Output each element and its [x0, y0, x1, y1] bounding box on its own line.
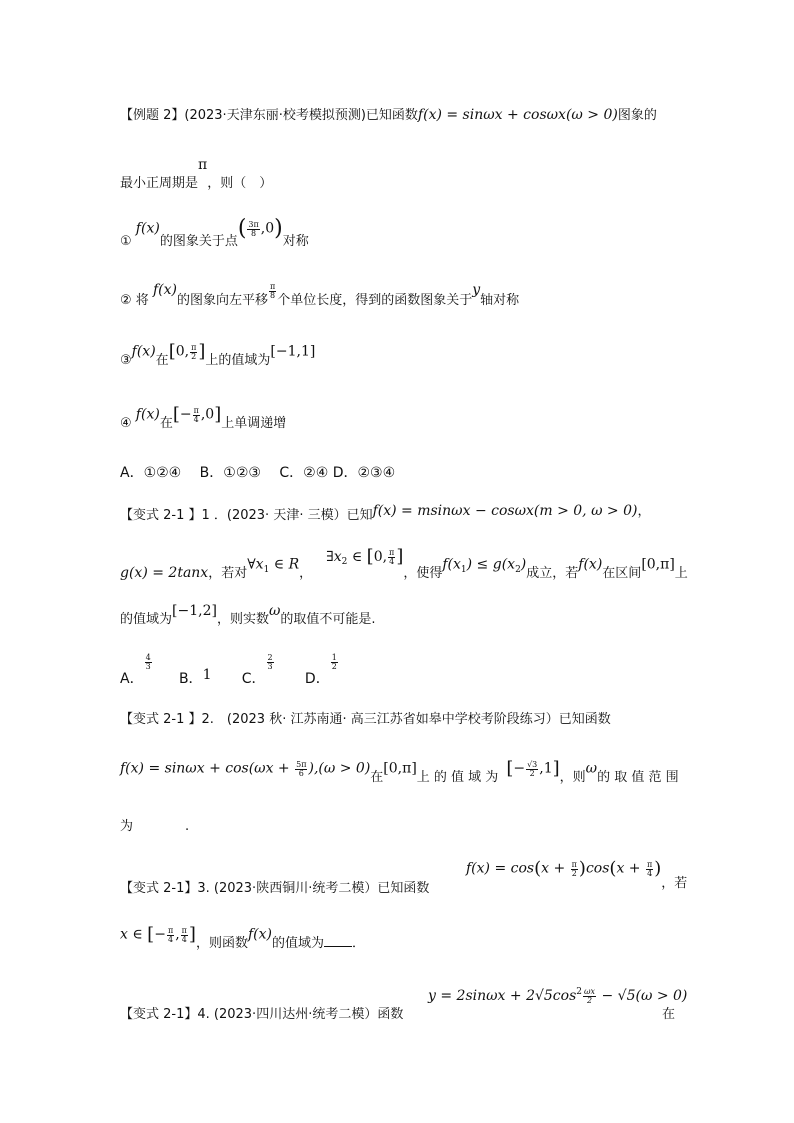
- interval-den: 2: [191, 351, 197, 361]
- variant-3-formula-line: [466, 858, 688, 891]
- option-4: [120, 404, 287, 431]
- ineq-mid: ) ≤ g(x: [466, 556, 516, 573]
- paren-open: (: [237, 216, 247, 241]
- variant-2-t1: 上 的 值 域 为: [416, 769, 499, 785]
- example-formula: f(x) = sinωx + cosωx(ω > 0): [417, 107, 618, 123]
- choice-c-den: 3: [267, 662, 273, 671]
- forall-x: ∀x: [247, 556, 264, 573]
- choice-c-letter: C．: [241, 671, 266, 687]
- variant-1-line2: [120, 546, 688, 581]
- choice-d-fraction: [331, 654, 338, 671]
- example-tail: 图象的: [617, 108, 657, 123]
- example-line2-a: 最小正周期是: [120, 176, 199, 191]
- variant-1-interval2: [0,π]: [641, 556, 675, 573]
- example-line2-b: ，则（ ）: [207, 176, 273, 191]
- frac2-den: 4: [647, 868, 653, 878]
- choices-2: [120, 653, 339, 687]
- variant-1-line3-c: 的取值不可能是.: [280, 612, 376, 627]
- variant-3-line1: [120, 882, 429, 895]
- option-3-text: 上的值域为: [205, 352, 271, 368]
- variant-3-t3: ．: [352, 935, 366, 951]
- variant-4-den: 2: [586, 996, 593, 1005]
- variant-2-t3: 的 取 值 范 围: [597, 769, 679, 785]
- bracket-close: ]: [552, 758, 560, 779]
- sub-1: 1: [263, 564, 270, 575]
- bracket-open: [: [172, 404, 180, 425]
- iv-num1: π: [167, 925, 174, 935]
- variant-4-y-b: − √5(ω > 0): [597, 988, 688, 1004]
- bracket-open: [: [147, 924, 155, 945]
- option-2: [120, 282, 520, 308]
- interval-num: π: [193, 405, 199, 415]
- variant-3-cos: cos: [585, 860, 610, 877]
- ineq-sub2: 2: [515, 564, 521, 575]
- example-source: (2023·天津东丽·校考模拟预测): [184, 108, 366, 123]
- choice-c-num: 2: [267, 653, 273, 662]
- choice-a-fraction: [145, 654, 152, 671]
- variant-2-line2: [120, 758, 679, 785]
- option-1-fx: f(x): [135, 220, 160, 237]
- variant-2-omega: ω: [585, 760, 598, 777]
- variant-3-tag: 【变式 2-1】3. (2023·陕西铜川·统考二模）已知函数: [120, 881, 430, 896]
- answer-blank[interactable]: [324, 946, 352, 947]
- variant-4-fraction: [583, 988, 596, 1005]
- ineq-a: f(x: [442, 556, 461, 573]
- variant-3-p1: x +: [541, 860, 570, 877]
- variant-4-num: ωx: [584, 987, 596, 996]
- option-1: [120, 216, 309, 249]
- variant-1-t2: ，使得: [403, 565, 443, 581]
- choice-d-letter: D．: [304, 671, 330, 687]
- variant-3-p2: x +: [616, 860, 645, 877]
- option-2-text2: 个单位长度，得到的函数图象关于: [277, 293, 473, 308]
- interval-comma: ,: [175, 926, 180, 943]
- interval-den: 4: [389, 556, 395, 566]
- option-3-range: [−1,1]: [270, 343, 316, 360]
- shift-num: π: [269, 282, 276, 291]
- variant-1-range: [−1,2]: [172, 603, 217, 619]
- variant-1-tag: 【变式 2-1 】1 ．(2023· 天津· 三模）已知: [120, 508, 373, 523]
- range-minus: −: [513, 760, 526, 777]
- variant-2-t2: ，则: [559, 769, 586, 785]
- iv-den1: 4: [168, 934, 174, 944]
- interval-a: 0,: [373, 548, 388, 565]
- variant-2-interval: [0,π]: [383, 760, 417, 777]
- in-2: ∈: [347, 548, 367, 565]
- interval-num: π: [389, 547, 395, 557]
- interval-fraction-1: [167, 927, 174, 944]
- interval-a: 0,: [175, 343, 190, 360]
- choice-b-letter: B．: [178, 671, 203, 687]
- bracket-close: ]: [188, 924, 196, 945]
- option-2-label: ② 将: [120, 293, 149, 308]
- point-tail: ,0: [260, 220, 275, 237]
- bracket-close: ]: [198, 341, 206, 362]
- variant-3-frac1: [571, 861, 578, 878]
- option-3: [120, 341, 316, 368]
- option-4-end: 上单调递增: [221, 415, 287, 431]
- frac2-num: π: [646, 859, 653, 869]
- interval-minus: −: [154, 926, 166, 943]
- frac1-num: π: [571, 859, 577, 869]
- variant-1-g: g(x) = 2tanx: [120, 564, 209, 581]
- choice-d-den: 2: [331, 662, 337, 671]
- choice-c-fraction: [267, 654, 274, 671]
- option-3-label: ③: [120, 352, 132, 368]
- variant-4-end-text: 在: [662, 1007, 676, 1022]
- variant-1-comma2: ，: [299, 565, 313, 581]
- variant-2-line3: [120, 820, 189, 833]
- bracket-close: ]: [214, 404, 222, 425]
- option-4-label: ④: [120, 415, 132, 431]
- option-3-in: 在: [155, 352, 169, 368]
- variant-1-line3-b: ，则实数: [216, 612, 269, 627]
- ineq-sub1: 1: [460, 564, 467, 575]
- variant-1-comma: ，: [637, 504, 651, 519]
- sub-2: 2: [341, 556, 348, 567]
- bracket-open: [: [168, 341, 176, 362]
- variant-2-line1: [120, 713, 611, 726]
- paren-open: (: [534, 858, 542, 879]
- bracket-close: ]: [396, 546, 404, 567]
- option-2-end: 轴对称: [480, 293, 520, 308]
- bracket-open: [: [366, 546, 374, 567]
- variant-4-tag: 【变式 2-1】4. (2023·四川达州·统考二模）函数: [120, 1007, 404, 1022]
- choice-a-letter: A．: [120, 671, 144, 687]
- variant-3-end: ，若: [661, 875, 688, 891]
- point-fraction: [247, 221, 259, 238]
- paren-close: ): [578, 858, 586, 879]
- example-2-line1: [120, 108, 657, 122]
- choice-a-den: 3: [145, 662, 151, 671]
- variant-2-in: 在: [370, 769, 384, 785]
- option-1-label: ①: [120, 233, 132, 249]
- frac1-den: 2: [571, 868, 577, 878]
- option-4-fx: f(x): [135, 406, 160, 423]
- variant-4-y-a: y = 2sinωx + 2√5cos: [428, 988, 577, 1004]
- range-fraction: [526, 761, 538, 778]
- paren-open: (: [609, 858, 617, 879]
- variant-1-line3: [120, 603, 376, 627]
- interval-num: π: [191, 342, 197, 352]
- choice-a-num: 4: [145, 653, 151, 662]
- variant-2-line3: 为 .: [120, 819, 190, 834]
- ineq-end: ): [520, 556, 527, 573]
- choice-b-value: 1: [202, 667, 212, 683]
- option-2-y: y: [472, 282, 481, 298]
- variant-2-num: 5π: [296, 759, 307, 769]
- choice-d-num: 1: [331, 653, 337, 662]
- shift-den: 8: [270, 291, 276, 300]
- exists-x: ∃x: [326, 548, 342, 565]
- interval-b: ,0: [200, 406, 215, 423]
- option-4-in: 在: [159, 415, 173, 431]
- option-1-text: 的图象关于点: [159, 233, 238, 249]
- variant-1-fx: f(x): [578, 556, 603, 573]
- variant-1-t3: 成立，若: [526, 565, 579, 581]
- interval-fraction: [388, 549, 395, 566]
- option-2-fx: f(x): [152, 282, 177, 298]
- variant-3-fx: f(x): [247, 926, 272, 943]
- variant-2-den: 6: [298, 768, 304, 778]
- variant-2-tag: 【变式 2-1 】2. (2023 秋· 江苏南通· 高三江苏省如皋中学校考阶段练习）已知函数: [120, 712, 611, 727]
- option-2-text: 的图象向左平移: [176, 293, 268, 308]
- bracket-open: [: [506, 758, 514, 779]
- example-2-line2: [120, 157, 273, 191]
- iv-num2: π: [181, 925, 187, 935]
- shift-fraction: [269, 283, 276, 300]
- interval-fraction: [190, 344, 197, 361]
- iv-den2: 4: [181, 934, 187, 944]
- variant-1-t4: 在区间: [602, 565, 642, 581]
- variant-1-formula: f(x) = msinωx − cosωx(m > 0, ω > 0): [372, 503, 638, 519]
- variant-4-sup: 2: [576, 987, 582, 997]
- variant-4-end: [662, 1008, 675, 1021]
- variant-1-line1: [120, 503, 651, 523]
- variant-1-line3-a: 的值域为: [120, 612, 173, 627]
- in-R: ∈ R: [269, 556, 300, 573]
- interval-minus: −: [179, 406, 192, 423]
- variant-3-t1: ，则函数: [195, 935, 248, 951]
- interval-fraction: [193, 407, 200, 424]
- variant-2-f-a: f(x) = sinωx + cos(ωx +: [120, 760, 295, 777]
- variant-4-formula-line: [428, 988, 687, 1005]
- range-b: ,1: [539, 760, 553, 777]
- variant-3-t2: 的值域为: [271, 935, 324, 951]
- paren-close: ): [654, 858, 662, 879]
- point-num: 3π: [248, 219, 259, 229]
- variant-2-f-b: ),(ω > 0): [308, 760, 371, 777]
- example-lead: 已知函数: [365, 108, 418, 123]
- option-1-end: 对称: [282, 233, 309, 249]
- paren-close: ): [274, 216, 283, 241]
- range-den: 2: [529, 768, 535, 778]
- interval-fraction-2: [181, 927, 188, 944]
- variant-3-frac2: [646, 861, 653, 878]
- choices-1-text: A．①②④ B．①②③ C．②④ D．②③④: [120, 465, 396, 481]
- variant-1-omega: ω: [268, 603, 281, 619]
- variant-4-line1: [120, 1008, 403, 1021]
- variant-3-f: f(x) = cos: [466, 860, 535, 877]
- period-pi: π: [198, 157, 208, 173]
- option-3-fx: f(x): [131, 343, 156, 360]
- variant-2-fraction: [295, 761, 307, 778]
- example-tag: 【例题 2】: [120, 108, 185, 123]
- point-den: 8: [251, 228, 257, 238]
- choices-1: [120, 466, 395, 480]
- variant-1-t5: 上: [674, 565, 688, 581]
- variant-1-t1: ，若对: [208, 565, 248, 581]
- variant-3-x: x ∈: [120, 926, 148, 943]
- variant-3-line2: [120, 924, 366, 951]
- range-num: √3: [527, 759, 538, 769]
- interval-den: 4: [193, 414, 199, 424]
